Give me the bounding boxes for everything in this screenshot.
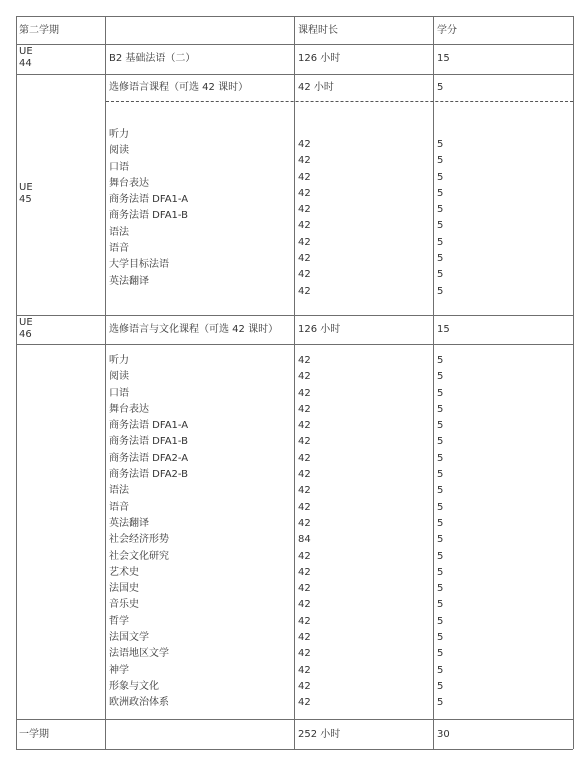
course-name: 形象与文化 (109, 680, 159, 692)
course-credits: 5 (437, 583, 444, 595)
course-hours: 42 (298, 680, 311, 692)
ue46-course-list (109, 353, 188, 712)
course-hours: 42 (298, 615, 311, 627)
course-credits: 5 (437, 615, 444, 627)
column-divider-3 (433, 16, 434, 749)
course-name: 法语地区文学 (109, 648, 169, 660)
ue45-elective-hours: 42 小时 (298, 82, 334, 93)
course-name: 口语 (109, 161, 129, 173)
course-hours: 42 (298, 155, 311, 167)
course-name: 商务法语 DFA1-B (109, 436, 189, 448)
course-credits: 5 (437, 236, 444, 248)
ue46-hours-list (298, 353, 311, 712)
ue45-course-list (109, 127, 188, 290)
ue45-hours-list (298, 137, 311, 300)
footer-credits: 30 (437, 729, 450, 740)
course-name: 哲学 (109, 615, 129, 627)
course-credits: 5 (437, 534, 444, 546)
header-credits: 学分 (437, 25, 457, 36)
course-credits: 5 (437, 566, 444, 578)
ue46-code: UE (19, 317, 33, 328)
course-hours: 42 (298, 632, 311, 644)
course-hours: 42 (298, 697, 311, 709)
course-credits: 5 (437, 664, 444, 676)
course-hours: 42 (298, 387, 311, 399)
course-credits: 5 (437, 420, 444, 432)
ue46-credits-list (437, 353, 443, 712)
ue44-course: B2 基础法语（二） (109, 53, 196, 64)
course-name: 大学目标法语 (109, 259, 169, 271)
course-credits: 5 (437, 269, 444, 281)
table-border-bottom (16, 749, 573, 750)
ue45-number: 45 (19, 194, 32, 205)
course-name: 商务法语 DFA1-A (109, 194, 189, 206)
course-name: 英法翻译 (109, 517, 149, 529)
course-credits: 5 (437, 204, 444, 216)
course-hours: 42 (298, 452, 311, 464)
course-name: 商务法语 DFA1-B (109, 210, 189, 222)
course-credits: 5 (437, 680, 444, 692)
course-credits: 5 (437, 485, 444, 497)
course-name: 音乐史 (109, 599, 139, 611)
course-hours: 42 (298, 517, 311, 529)
ue44-number: 44 (19, 58, 32, 69)
course-credits: 5 (437, 697, 444, 709)
course-credits: 5 (437, 285, 444, 297)
course-hours: 42 (298, 285, 311, 297)
dashed-separator (106, 101, 573, 102)
course-name: 社会文化研究 (109, 550, 169, 562)
course-hours: 42 (298, 403, 311, 415)
course-hours: 42 (298, 355, 311, 366)
course-hours: 42 (298, 253, 311, 265)
course-name: 法国文学 (109, 632, 149, 644)
row-divider-footer (16, 719, 573, 720)
course-hours: 84 (298, 534, 311, 546)
table-border-right (573, 16, 574, 749)
course-name: 商务法语 DFA2-B (109, 469, 189, 481)
ue46-elective-title: 选修语言与文化课程（可选 42 课时） (109, 324, 279, 335)
course-hours: 42 (298, 139, 311, 150)
column-divider-1 (105, 16, 106, 749)
footer-hours: 252 小时 (298, 729, 341, 740)
course-name: 口语 (109, 387, 129, 399)
table-border-top (16, 16, 573, 17)
column-divider-2 (294, 16, 295, 749)
course-hours: 42 (298, 469, 311, 481)
course-hours: 42 (298, 566, 311, 578)
course-name: 商务法语 DFA1-A (109, 420, 189, 432)
row-divider-ue44 (16, 74, 573, 75)
ue45-elective-title: 选修语言课程（可选 42 课时） (109, 82, 249, 93)
course-hours: 42 (298, 550, 311, 562)
course-hours: 42 (298, 436, 311, 448)
course-name: 语音 (109, 243, 129, 255)
course-hours: 42 (298, 501, 311, 513)
row-divider-ue45 (16, 315, 573, 316)
table-border-left (16, 16, 17, 749)
course-name: 神学 (109, 664, 129, 676)
ue45-code: UE (19, 182, 33, 193)
course-credits: 5 (437, 517, 444, 529)
course-hours: 42 (298, 236, 311, 248)
course-credits: 5 (437, 355, 444, 366)
course-name: 听力 (109, 355, 129, 366)
course-name: 欧洲政治体系 (109, 697, 169, 709)
course-hours: 42 (298, 599, 311, 611)
course-hours: 42 (298, 583, 311, 595)
course-name: 阅读 (109, 371, 129, 383)
course-credits: 5 (437, 155, 444, 167)
course-credits: 5 (437, 648, 444, 660)
course-credits: 5 (437, 253, 444, 265)
ue44-hours: 126 小时 (298, 53, 341, 64)
course-credits: 5 (437, 632, 444, 644)
course-name: 舞台表达 (109, 403, 149, 415)
row-divider-ue46 (16, 344, 573, 345)
ue44-credits: 15 (437, 53, 450, 64)
course-credits: 5 (437, 501, 444, 513)
ue46-number: 46 (19, 329, 32, 340)
course-hours: 42 (298, 664, 311, 676)
course-name: 英法翻译 (109, 275, 149, 287)
course-credits: 5 (437, 469, 444, 481)
ue44-code: UE (19, 46, 33, 57)
course-name: 法国史 (109, 583, 139, 595)
course-name: 舞台表达 (109, 177, 149, 189)
course-credits: 5 (437, 139, 444, 150)
course-name: 语音 (109, 501, 129, 513)
ue45-credits-list (437, 137, 443, 300)
course-hours: 42 (298, 371, 311, 383)
course-hours: 42 (298, 187, 311, 199)
course-credits: 5 (437, 371, 444, 383)
header-hours: 课程时长 (298, 25, 338, 36)
course-credits: 5 (437, 436, 444, 448)
footer-label: 一学期 (19, 729, 49, 740)
row-divider-header (16, 44, 573, 45)
course-credits: 5 (437, 171, 444, 183)
course-credits: 5 (437, 387, 444, 399)
course-credits: 5 (437, 599, 444, 611)
course-credits: 5 (437, 187, 444, 199)
course-hours: 42 (298, 485, 311, 497)
course-name: 商务法语 DFA2-A (109, 452, 189, 464)
course-name: 听力 (109, 129, 129, 140)
course-name: 语法 (109, 485, 129, 497)
course-hours: 42 (298, 269, 311, 281)
course-credits: 5 (437, 452, 444, 464)
course-hours: 42 (298, 420, 311, 432)
course-hours: 42 (298, 171, 311, 183)
course-name: 语法 (109, 226, 129, 238)
course-credits: 5 (437, 403, 444, 415)
ue46-elective-hours: 126 小时 (298, 324, 341, 335)
course-credits: 5 (437, 220, 444, 232)
course-hours: 42 (298, 220, 311, 232)
ue45-elective-credits: 5 (437, 82, 444, 93)
course-hours: 42 (298, 204, 311, 216)
ue46-elective-credits: 15 (437, 324, 450, 335)
header-semester: 第二学期 (19, 25, 59, 36)
course-hours: 42 (298, 648, 311, 660)
course-credits: 5 (437, 550, 444, 562)
course-name: 阅读 (109, 145, 129, 157)
course-name: 艺术史 (109, 566, 139, 578)
course-name: 社会经济形势 (109, 534, 169, 546)
